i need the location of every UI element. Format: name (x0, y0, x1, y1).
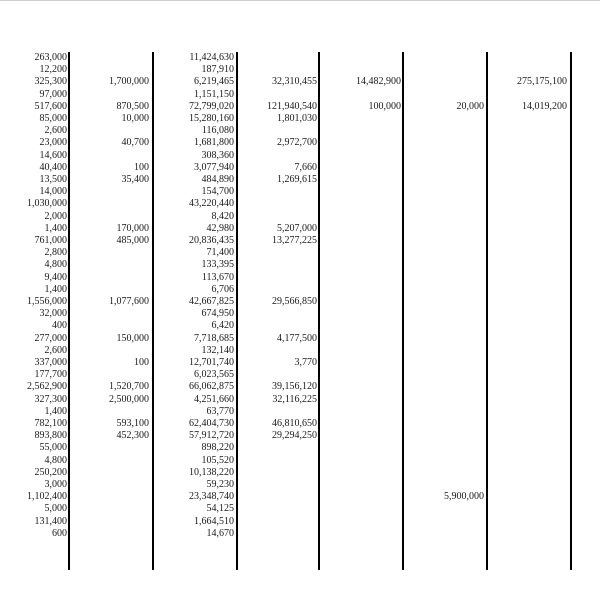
table-cell: 14,000 (39, 186, 67, 198)
table-cell: 4,800 (44, 454, 67, 466)
table-cell: 3,770 (294, 357, 317, 368)
table-cell: 1,030,000 (27, 198, 67, 210)
table-cell: 54,125 (206, 503, 234, 515)
table-cell: 35,400 (121, 174, 149, 185)
table-cell: 517,600 (34, 100, 67, 112)
table-cell: 674,950 (201, 308, 234, 320)
table-cell: 63,770 (206, 405, 234, 417)
table-cell: 250,200 (34, 466, 67, 478)
table-cell: 13,500 (39, 174, 67, 185)
table-cell: 113,670 (201, 271, 234, 283)
table-cell: 4,800 (44, 259, 67, 271)
table-cell: 870,500 (116, 100, 149, 112)
table-cell: 1,400 (44, 283, 67, 295)
table-cell: 2,972,700 (277, 137, 317, 149)
table-cell: 23,000 (39, 137, 67, 149)
table-cell: 782,100 (34, 418, 67, 429)
table-cell: 761,000 (34, 235, 67, 246)
table-cell: 9,400 (44, 271, 67, 283)
column-rule-1 (68, 52, 70, 570)
table-cell: 7,660 (294, 161, 317, 173)
table-cell: 100,000 (368, 100, 401, 112)
table-cell: 14,600 (39, 149, 67, 161)
table-cell: 71,400 (206, 247, 234, 259)
table-cell: 32,310,455 (272, 76, 317, 88)
table-cell: 5,207,000 (277, 222, 317, 234)
table-cell: 187,910 (201, 64, 234, 76)
table-cell: 2,600 (44, 344, 67, 356)
table-cell: 55,000 (39, 442, 67, 454)
table-cell: 1,151,150 (194, 88, 234, 100)
table-cell: 131,400 (34, 515, 67, 527)
table-cell: 1,681,800 (194, 137, 234, 149)
table-cell: 132,140 (201, 344, 234, 356)
table-cell: 116,080 (201, 125, 234, 137)
table-cell: 1,801,030 (277, 113, 317, 124)
table-cell: 133,395 (201, 259, 234, 271)
table-cell: 13,277,225 (272, 235, 317, 246)
table-cell: 1,400 (44, 222, 67, 234)
table-cell: 7,718,685 (194, 332, 234, 344)
table-cell: 14,019,200 (522, 100, 567, 112)
table-cell: 10,138,220 (189, 466, 234, 478)
table-cell: 6,706 (211, 283, 234, 295)
table-cell: 8,420 (211, 210, 234, 222)
table-cell: 1,400 (44, 405, 67, 417)
table-cell: 2,600 (44, 125, 67, 137)
table-cell: 1,700,000 (109, 76, 149, 88)
table-cell: 485,000 (116, 235, 149, 246)
table-cell: 1,520,700 (109, 381, 149, 393)
table-cell: 2,000 (44, 210, 67, 222)
table-cell: 154,700 (201, 186, 234, 198)
table-cell: 1,556,000 (27, 296, 67, 307)
table-cell: 150,000 (116, 332, 149, 344)
table-cell: 6,023,565 (194, 369, 234, 381)
table-cell: 72,799,020 (189, 100, 234, 112)
table-cell: 308,360 (201, 149, 234, 161)
table-cell: 1,102,400 (27, 491, 67, 503)
table-cell: 3,000 (44, 479, 67, 490)
table-cell: 275,175,100 (517, 76, 567, 88)
column-rule-6 (486, 52, 488, 570)
table-cell: 2,500,000 (109, 393, 149, 405)
table-cell: 400 (52, 320, 67, 332)
table-cell: 85,000 (39, 113, 67, 124)
table-cell: 62,404,730 (189, 418, 234, 429)
table-cell: 277,000 (34, 332, 67, 344)
table-cell: 20,836,435 (189, 235, 234, 246)
table-cell: 14,670 (206, 527, 234, 539)
column-rule-3 (236, 52, 238, 570)
table-cell: 11,424,630 (189, 52, 234, 63)
table-cell: 97,000 (39, 88, 67, 100)
table-cell: 6,420 (211, 320, 234, 332)
table-cell: 39,156,120 (272, 381, 317, 393)
table-cell: 40,700 (121, 137, 149, 149)
table-cell: 10,000 (121, 113, 149, 124)
table-cell: 893,800 (34, 430, 67, 442)
table-cell: 29,566,850 (272, 296, 317, 307)
table-cell: 325,300 (34, 76, 67, 88)
table-cell: 20,000 (456, 100, 484, 112)
column-rule-2 (152, 52, 154, 570)
table-cell: 452,300 (116, 430, 149, 442)
table-cell: 177,700 (34, 369, 67, 381)
table-cell: 105,520 (201, 454, 234, 466)
table-cell: 57,912,720 (189, 430, 234, 442)
table-cell: 6,219,465 (194, 76, 234, 88)
table-cell: 121,940,540 (267, 100, 317, 112)
table-cell: 1,077,600 (109, 296, 149, 307)
table-cell: 14,482,900 (356, 76, 401, 88)
table-cell: 46,810,650 (272, 418, 317, 429)
table-cell: 59,230 (206, 479, 234, 490)
table-cell: 1,664,510 (194, 515, 234, 527)
table-cell: 40,400 (39, 161, 67, 173)
table-cell: 170,000 (116, 222, 149, 234)
table-cell: 32,116,225 (272, 393, 317, 405)
table-cell: 4,251,660 (194, 393, 234, 405)
table-cell: 12,200 (39, 64, 67, 76)
table-cell: 327,300 (34, 393, 67, 405)
table-cell: 1,269,615 (277, 174, 317, 185)
table-cell: 66,062,875 (189, 381, 234, 393)
table-cell: 5,000 (44, 503, 67, 515)
table-cell: 898,220 (201, 442, 234, 454)
table-cell: 263,000 (34, 52, 67, 63)
table-cell: 12,701,740 (189, 357, 234, 368)
table-cell: 29,294,250 (272, 430, 317, 442)
table-cell: 2,800 (44, 247, 67, 259)
column-rule-5 (402, 52, 404, 570)
table-cell: 3,077,940 (194, 161, 234, 173)
column-rule-7 (570, 52, 572, 570)
table-cell: 42,980 (206, 222, 234, 234)
table-cell: 32,000 (39, 308, 67, 320)
table-cell: 15,280,160 (189, 113, 234, 124)
table-cell: 100 (134, 357, 149, 368)
table-cell: 593,100 (116, 418, 149, 429)
table-cell: 5,900,000 (444, 491, 484, 503)
table-cell: 43,220,440 (189, 198, 234, 210)
table-cell: 2,562,900 (27, 381, 67, 393)
column-rule-4 (318, 52, 320, 570)
table-cell: 600 (52, 527, 67, 539)
page-top-edge (0, 0, 600, 1)
table-cell: 100 (134, 161, 149, 173)
table-cell: 42,667,825 (189, 296, 234, 307)
table-cell: 4,177,500 (277, 332, 317, 344)
table-cell: 484,890 (201, 174, 234, 185)
table-cell: 337,000 (34, 357, 67, 368)
table-cell: 23,348,740 (189, 491, 234, 503)
